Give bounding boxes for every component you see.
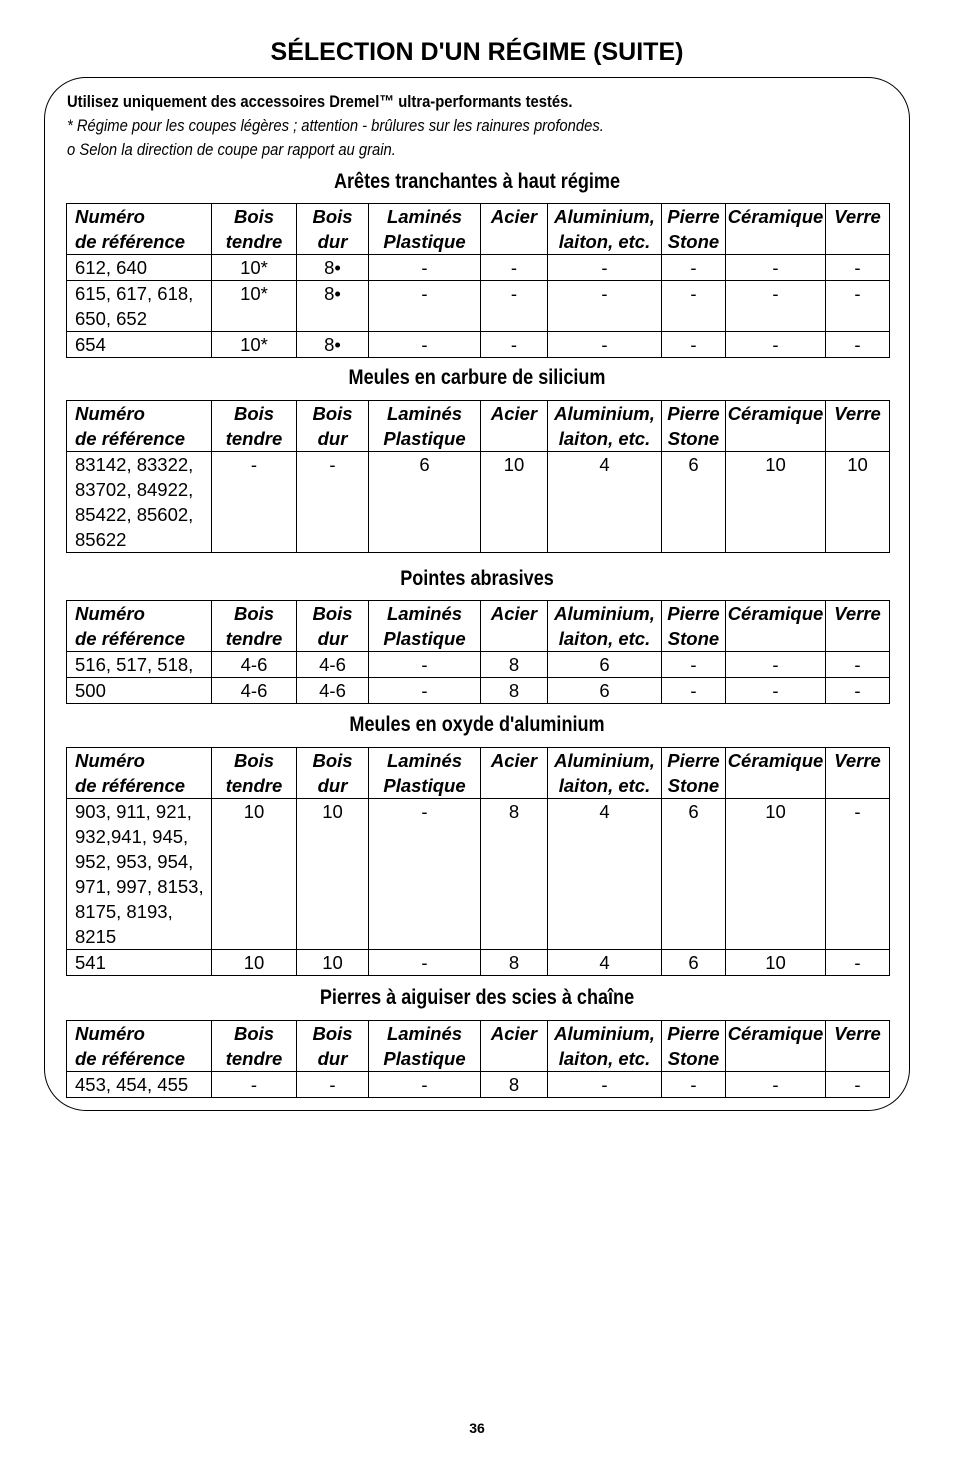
column-header-line: de référence — [75, 231, 186, 252]
speed-value-cell: 4 — [548, 950, 662, 976]
column-header — [548, 204, 662, 255]
column-header-line: tendre — [225, 231, 283, 252]
table-row — [67, 652, 890, 678]
reference-number-cell: 516, 517, 518, — [67, 652, 212, 678]
speed-value-cell: - — [726, 255, 826, 281]
column-header-line: Plastique — [383, 231, 466, 252]
column-header-line: dur — [317, 628, 348, 649]
column-header-line: laiton, etc. — [558, 775, 651, 796]
column-header-line: dur — [317, 775, 348, 796]
speed-value-cell: - — [662, 678, 726, 704]
speed-value-cell: 8• — [297, 332, 369, 358]
column-header-line: Bois — [312, 1023, 353, 1044]
column-header — [826, 401, 890, 452]
column-header — [826, 204, 890, 255]
speed-value-cell: - — [369, 799, 481, 950]
speed-table — [66, 400, 890, 553]
column-header-line: Verre — [834, 1023, 881, 1044]
column-header-line: Bois — [312, 403, 353, 424]
column-header-line: de référence — [75, 428, 186, 449]
column-header — [297, 204, 369, 255]
table-header-row — [67, 601, 890, 652]
column-header-line: Laminés — [386, 1023, 463, 1044]
table-row — [67, 452, 890, 553]
column-header-line: Acier — [490, 1023, 538, 1044]
speed-value-cell: 8 — [481, 950, 548, 976]
speed-value-cell: - — [826, 652, 890, 678]
speed-value-cell: - — [369, 652, 481, 678]
speed-value-cell: - — [548, 255, 662, 281]
table-row — [67, 332, 890, 358]
speed-value-cell: - — [369, 332, 481, 358]
speed-value-cell: 10 — [726, 950, 826, 976]
column-header — [662, 204, 726, 255]
table-header-row — [67, 401, 890, 452]
column-header-line: tendre — [225, 428, 283, 449]
column-header — [548, 601, 662, 652]
column-header-line: Stone — [667, 628, 720, 649]
column-header-line: Bois — [233, 403, 275, 424]
speed-value-cell: 10 — [726, 452, 826, 553]
column-header-line: Acier — [490, 403, 538, 424]
column-header-line: tendre — [225, 1048, 283, 1069]
column-header-line: Céramique — [727, 750, 824, 771]
column-header — [662, 401, 726, 452]
column-header-line: Verre — [834, 603, 881, 624]
reference-number-cell: 903, 911, 921, 932,941, 945, 952, 953, 954, 971, 997, 8153, 8175, 8193, 8215 — [67, 799, 212, 950]
column-header-line: dur — [317, 231, 348, 252]
reference-number-cell: 541 — [67, 950, 212, 976]
column-header-line: Pierre — [667, 403, 720, 424]
speed-value-cell: - — [481, 332, 548, 358]
speed-value-cell: 6 — [548, 652, 662, 678]
speed-value-cell: - — [662, 255, 726, 281]
column-header — [726, 401, 826, 452]
speed-value-cell: - — [726, 332, 826, 358]
notes — [67, 90, 684, 162]
speed-value-cell: - — [369, 281, 481, 332]
reference-number-cell: 615, 617, 618, 650, 652 — [67, 281, 212, 332]
column-header-line: Laminés — [386, 603, 463, 624]
column-header-line: Numéro — [75, 603, 145, 624]
speed-value-cell: 10 — [481, 452, 548, 553]
column-header-line: Numéro — [75, 1023, 145, 1044]
column-header-line: Aluminium, — [554, 750, 655, 771]
reference-number-cell: 453, 454, 455 — [67, 1072, 212, 1098]
column-header-line: Aluminium, — [554, 1023, 655, 1044]
column-header — [481, 748, 548, 799]
column-header-line: Acier — [490, 206, 538, 227]
column-header-line: Plastique — [383, 775, 466, 796]
column-header-line: de référence — [75, 1048, 186, 1069]
column-header-line: Laminés — [386, 206, 463, 227]
column-header-line: Pierre — [667, 1023, 720, 1044]
column-header-line: de référence — [75, 775, 186, 796]
column-header-line: Plastique — [383, 628, 466, 649]
speed-value-cell: - — [369, 950, 481, 976]
speed-value-cell: - — [369, 1072, 481, 1098]
column-header-line: Aluminium, — [554, 403, 655, 424]
speed-value-cell: 10* — [212, 255, 297, 281]
page-number: 36 — [469, 1420, 485, 1436]
column-header-line: laiton, etc. — [558, 428, 651, 449]
column-header — [212, 601, 297, 652]
speed-value-cell: 6 — [369, 452, 481, 553]
speed-value-cell: - — [826, 332, 890, 358]
column-header-line: Bois — [233, 603, 275, 624]
speed-value-cell: - — [826, 799, 890, 950]
speed-value-cell: - — [826, 281, 890, 332]
column-header-line: Aluminium, — [554, 206, 655, 227]
column-header-line: Laminés — [386, 750, 463, 771]
column-header — [67, 401, 212, 452]
column-header-line: Céramique — [727, 206, 824, 227]
column-header — [826, 748, 890, 799]
speed-value-cell: 8 — [481, 678, 548, 704]
column-header-line: Verre — [834, 403, 881, 424]
column-header — [67, 601, 212, 652]
column-header-line: Céramique — [727, 403, 824, 424]
column-header-line: Bois — [312, 750, 353, 771]
speed-value-cell: 4-6 — [212, 678, 297, 704]
note-grain-direction: o Selon la direction de coupe par rapport au grain. — [67, 140, 396, 159]
page-title: SÉLECTION D'UN RÉGIME (SUITE) — [270, 38, 684, 66]
speed-table — [66, 747, 890, 976]
speed-value-cell: - — [726, 1072, 826, 1098]
table-header-row — [67, 1021, 890, 1072]
speed-value-cell: 10 — [826, 452, 890, 553]
section-title: Pointes abrasives — [400, 567, 554, 590]
speed-value-cell: - — [826, 255, 890, 281]
column-header — [662, 1021, 726, 1072]
speed-value-cell: 10 — [212, 799, 297, 950]
table-row — [67, 799, 890, 950]
speed-value-cell: 6 — [662, 799, 726, 950]
speed-value-cell: 10 — [297, 799, 369, 950]
reference-number-cell: 654 — [67, 332, 212, 358]
column-header — [212, 748, 297, 799]
speed-value-cell: 6 — [662, 452, 726, 553]
speed-value-cell: 4-6 — [297, 678, 369, 704]
column-header — [662, 601, 726, 652]
speed-value-cell: - — [369, 678, 481, 704]
column-header-line: Aluminium, — [554, 603, 655, 624]
speed-value-cell: - — [826, 950, 890, 976]
column-header — [369, 601, 481, 652]
section-title: Pierres à aiguiser des scies à chaîne — [319, 986, 635, 1009]
column-header-line: Stone — [667, 775, 720, 796]
speed-value-cell: 4-6 — [297, 652, 369, 678]
speed-value-cell: - — [662, 1072, 726, 1098]
column-header — [548, 401, 662, 452]
speed-value-cell: 10 — [212, 950, 297, 976]
column-header-line: dur — [317, 1048, 348, 1069]
column-header-line: Stone — [667, 428, 720, 449]
column-header — [726, 601, 826, 652]
column-header-line: tendre — [225, 775, 283, 796]
column-header-line: de référence — [75, 628, 186, 649]
speed-value-cell: 6 — [662, 950, 726, 976]
table-row — [67, 281, 890, 332]
column-header — [297, 1021, 369, 1072]
column-header — [67, 204, 212, 255]
column-header-line: Céramique — [727, 603, 824, 624]
column-header-line: Verre — [834, 206, 881, 227]
table-header-row — [67, 204, 890, 255]
column-header-line: Pierre — [667, 206, 720, 227]
speed-value-cell: 8 — [481, 652, 548, 678]
speed-value-cell: 10* — [212, 332, 297, 358]
column-header — [726, 204, 826, 255]
speed-value-cell: - — [726, 281, 826, 332]
column-header — [726, 1021, 826, 1072]
speed-table — [66, 1020, 890, 1098]
note-accessories: Utilisez uniquement des accessoires Dremel™ ultra-performants testés. — [67, 92, 573, 111]
table-header-row — [67, 748, 890, 799]
speed-value-cell: - — [481, 255, 548, 281]
column-header-line: Pierre — [667, 750, 720, 771]
column-header — [212, 1021, 297, 1072]
column-header-line: Bois — [233, 1023, 275, 1044]
speed-value-cell: 10 — [297, 950, 369, 976]
column-header — [369, 1021, 481, 1072]
column-header — [67, 1021, 212, 1072]
column-header — [481, 401, 548, 452]
column-header-line: Laminés — [386, 403, 463, 424]
column-header-line: Plastique — [383, 428, 466, 449]
column-header — [548, 748, 662, 799]
column-header — [212, 204, 297, 255]
speed-value-cell: - — [548, 1072, 662, 1098]
speed-value-cell: - — [548, 332, 662, 358]
column-header-line: Plastique — [383, 1048, 466, 1069]
column-header-line: Pierre — [667, 603, 720, 624]
speed-value-cell: 10 — [726, 799, 826, 950]
column-header — [297, 748, 369, 799]
column-header-line: laiton, etc. — [558, 231, 651, 252]
column-header — [826, 601, 890, 652]
speed-value-cell: - — [297, 452, 369, 553]
column-header-line: Numéro — [75, 403, 145, 424]
column-header — [369, 204, 481, 255]
column-header — [297, 401, 369, 452]
table-row — [67, 678, 890, 704]
column-header-line: dur — [317, 428, 348, 449]
speed-value-cell: - — [662, 332, 726, 358]
column-header-line: Acier — [490, 750, 538, 771]
column-header — [369, 748, 481, 799]
column-header — [548, 1021, 662, 1072]
speed-value-cell: 8• — [297, 255, 369, 281]
speed-value-cell: - — [212, 452, 297, 553]
column-header-line: Céramique — [727, 1023, 824, 1044]
column-header-line: laiton, etc. — [558, 1048, 651, 1069]
column-header — [67, 748, 212, 799]
speed-value-cell: 4 — [548, 452, 662, 553]
speed-table — [66, 600, 890, 704]
column-header-line: Bois — [312, 603, 353, 624]
speed-value-cell: - — [726, 652, 826, 678]
column-header — [481, 204, 548, 255]
table-row — [67, 1072, 890, 1098]
column-header-line: Stone — [667, 231, 720, 252]
column-header — [481, 601, 548, 652]
section-title: Meules en carbure de silicium — [348, 366, 606, 389]
section-title: Arêtes tranchantes à haut régime — [333, 170, 621, 193]
column-header — [826, 1021, 890, 1072]
speed-table — [66, 203, 890, 358]
column-header-line: Verre — [834, 750, 881, 771]
column-header — [297, 601, 369, 652]
note-light-cuts: * Régime pour les coupes légères ; attention - brûlures sur les rainures profondes. — [67, 116, 604, 135]
reference-number-cell: 612, 640 — [67, 255, 212, 281]
speed-value-cell: - — [726, 678, 826, 704]
speed-value-cell: - — [826, 1072, 890, 1098]
column-header — [212, 401, 297, 452]
speed-value-cell: 4-6 — [212, 652, 297, 678]
speed-value-cell: 8• — [297, 281, 369, 332]
speed-value-cell: - — [369, 255, 481, 281]
speed-value-cell: 8 — [481, 1072, 548, 1098]
column-header-line: Bois — [312, 206, 353, 227]
speed-value-cell: - — [826, 678, 890, 704]
reference-number-cell: 500 — [67, 678, 212, 704]
speed-value-cell: - — [662, 652, 726, 678]
column-header — [726, 748, 826, 799]
speed-value-cell: 6 — [548, 678, 662, 704]
table-row — [67, 255, 890, 281]
column-header-line: Bois — [233, 206, 275, 227]
column-header-line: Bois — [233, 750, 275, 771]
speed-value-cell: - — [548, 281, 662, 332]
speed-value-cell: - — [297, 1072, 369, 1098]
speed-value-cell: 10* — [212, 281, 297, 332]
speed-value-cell: - — [212, 1072, 297, 1098]
reference-number-cell: 83142, 83322, 83702, 84922, 85422, 85602, 85622 — [67, 452, 212, 553]
column-header-line: tendre — [225, 628, 283, 649]
column-header — [481, 1021, 548, 1072]
speed-value-cell: 4 — [548, 799, 662, 950]
column-header-line: laiton, etc. — [558, 628, 651, 649]
column-header — [369, 401, 481, 452]
column-header — [662, 748, 726, 799]
speed-value-cell: 8 — [481, 799, 548, 950]
table-row — [67, 950, 890, 976]
column-header-line: Stone — [667, 1048, 720, 1069]
speed-value-cell: - — [662, 281, 726, 332]
section-title: Meules en oxyde d'aluminium — [349, 713, 605, 736]
speed-value-cell: - — [481, 281, 548, 332]
column-header-line: Acier — [490, 603, 538, 624]
column-header-line: Numéro — [75, 206, 145, 227]
column-header-line: Numéro — [75, 750, 145, 771]
